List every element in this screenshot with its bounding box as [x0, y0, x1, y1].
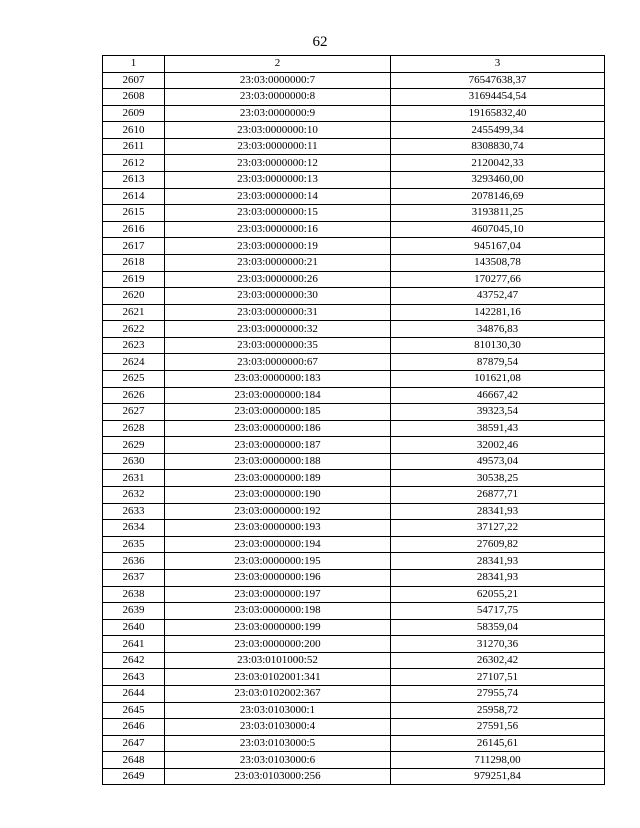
table-row [103, 420, 605, 437]
value-cell: 19165832,40 [391, 105, 605, 122]
value-cell: 4607045,10 [391, 221, 605, 238]
value-cell: 8308830,74 [391, 138, 605, 155]
table-row [103, 288, 605, 305]
table-row [103, 569, 605, 586]
cadastral-number-cell: 23:03:0103000:4 [165, 719, 391, 736]
cadastral-number-cell: 23:03:0103000:6 [165, 752, 391, 769]
table-row [103, 188, 605, 205]
row-number-cell: 2631 [103, 470, 165, 487]
value-cell: 76547638,37 [391, 72, 605, 89]
table-row [103, 404, 605, 421]
value-cell: 143508,78 [391, 254, 605, 271]
value-cell: 711298,00 [391, 752, 605, 769]
value-cell: 27591,56 [391, 719, 605, 736]
value-cell: 28341,93 [391, 503, 605, 520]
table-row [103, 702, 605, 719]
row-number-cell: 2623 [103, 337, 165, 354]
row-number-cell: 2632 [103, 487, 165, 504]
value-cell: 170277,66 [391, 271, 605, 288]
row-number-cell: 2614 [103, 188, 165, 205]
row-number-cell: 2641 [103, 636, 165, 653]
cadastral-number-cell: 23:03:0103000:1 [165, 702, 391, 719]
table-row [103, 105, 605, 122]
table-row [103, 155, 605, 172]
page-number: 62 [312, 34, 328, 50]
table-body [103, 72, 605, 785]
value-cell: 2120042,33 [391, 155, 605, 172]
table-row [103, 89, 605, 106]
value-cell: 27107,51 [391, 669, 605, 686]
row-number-cell: 2640 [103, 619, 165, 636]
value-cell: 979251,84 [391, 768, 605, 785]
value-cell: 2455499,34 [391, 122, 605, 139]
cadastral-number-cell: 23:03:0000000:11 [165, 138, 391, 155]
value-cell: 31270,36 [391, 636, 605, 653]
cadastral-number-cell: 23:03:0000000:9 [165, 105, 391, 122]
column-header-2: 2 [165, 56, 391, 73]
cadastral-number-cell: 23:03:0000000:67 [165, 354, 391, 371]
cadastral-number-cell: 23:03:0000000:197 [165, 586, 391, 603]
row-number-cell: 2647 [103, 735, 165, 752]
row-number-cell: 2619 [103, 271, 165, 288]
cadastral-number-cell: 23:03:0000000:199 [165, 619, 391, 636]
row-number-cell: 2609 [103, 105, 165, 122]
table-row [103, 138, 605, 155]
row-number-cell: 2648 [103, 752, 165, 769]
cadastral-number-cell: 23:03:0102002:367 [165, 685, 391, 702]
cadastral-number-cell: 23:03:0000000:26 [165, 271, 391, 288]
table-row [103, 453, 605, 470]
column-header-1: 1 [103, 56, 165, 73]
table-row [103, 205, 605, 222]
value-cell: 30538,25 [391, 470, 605, 487]
table-row [103, 619, 605, 636]
cadastral-number-cell: 23:03:0000000:19 [165, 238, 391, 255]
cadastral-number-cell: 23:03:0000000:187 [165, 437, 391, 454]
table-row [103, 768, 605, 785]
row-number-cell: 2634 [103, 520, 165, 537]
row-number-cell: 2630 [103, 453, 165, 470]
cadastral-number-cell: 23:03:0000000:31 [165, 304, 391, 321]
value-cell: 28341,93 [391, 569, 605, 586]
value-cell: 62055,21 [391, 586, 605, 603]
cadastral-number-cell: 23:03:0000000:30 [165, 288, 391, 305]
table-row [103, 387, 605, 404]
value-cell: 39323,54 [391, 404, 605, 421]
row-number-cell: 2646 [103, 719, 165, 736]
table-row [103, 487, 605, 504]
row-number-cell: 2621 [103, 304, 165, 321]
cadastral-number-cell: 23:03:0000000:12 [165, 155, 391, 172]
row-number-cell: 2608 [103, 89, 165, 106]
value-cell: 101621,08 [391, 370, 605, 387]
cadastral-number-cell: 23:03:0000000:8 [165, 89, 391, 106]
table-row [103, 536, 605, 553]
cadastral-number-cell: 23:03:0000000:16 [165, 221, 391, 238]
table-row [103, 603, 605, 620]
cadastral-number-cell: 23:03:0000000:198 [165, 603, 391, 620]
cadastral-number-cell: 23:03:0000000:32 [165, 321, 391, 338]
value-cell: 38591,43 [391, 420, 605, 437]
cadastral-number-cell: 23:03:0000000:192 [165, 503, 391, 520]
row-number-cell: 2629 [103, 437, 165, 454]
row-number-cell: 2645 [103, 702, 165, 719]
table-row [103, 72, 605, 89]
cadastral-number-cell: 23:03:0000000:183 [165, 370, 391, 387]
value-cell: 28341,93 [391, 553, 605, 570]
table-row [103, 752, 605, 769]
cadastral-number-cell: 23:03:0000000:200 [165, 636, 391, 653]
table-row [103, 520, 605, 537]
row-number-cell: 2613 [103, 172, 165, 189]
cadastral-number-cell: 23:03:0000000:14 [165, 188, 391, 205]
row-number-cell: 2617 [103, 238, 165, 255]
value-cell: 34876,83 [391, 321, 605, 338]
cadastral-number-cell: 23:03:0000000:188 [165, 453, 391, 470]
table-row [103, 669, 605, 686]
row-number-cell: 2615 [103, 205, 165, 222]
row-number-cell: 2625 [103, 370, 165, 387]
value-cell: 43752,47 [391, 288, 605, 305]
value-cell: 3293460,00 [391, 172, 605, 189]
row-number-cell: 2612 [103, 155, 165, 172]
table-row [103, 271, 605, 288]
value-cell: 46667,42 [391, 387, 605, 404]
value-cell: 58359,04 [391, 619, 605, 636]
value-cell: 27955,74 [391, 685, 605, 702]
cadastral-number-cell: 23:03:0103000:5 [165, 735, 391, 752]
cadastral-number-cell: 23:03:0000000:189 [165, 470, 391, 487]
value-cell: 27609,82 [391, 536, 605, 553]
value-cell: 87879,54 [391, 354, 605, 371]
value-cell: 26145,61 [391, 735, 605, 752]
cadastral-number-cell: 23:03:0000000:193 [165, 520, 391, 537]
row-number-cell: 2635 [103, 536, 165, 553]
table-row [103, 354, 605, 371]
row-number-cell: 2628 [103, 420, 165, 437]
table-row [103, 221, 605, 238]
table-row [103, 503, 605, 520]
table-row [103, 337, 605, 354]
cadastral-number-cell: 23:03:0000000:186 [165, 420, 391, 437]
column-header-3: 3 [391, 56, 605, 73]
value-cell: 54717,75 [391, 603, 605, 620]
row-number-cell: 2611 [103, 138, 165, 155]
table-row [103, 553, 605, 570]
row-number-cell: 2642 [103, 652, 165, 669]
cadastral-number-cell: 23:03:0000000:184 [165, 387, 391, 404]
value-cell: 142281,16 [391, 304, 605, 321]
table-row [103, 685, 605, 702]
cadastral-number-cell: 23:03:0103000:256 [165, 768, 391, 785]
value-cell: 32002,46 [391, 437, 605, 454]
value-cell: 810130,30 [391, 337, 605, 354]
cadastral-number-cell: 23:03:0000000:195 [165, 553, 391, 570]
value-cell: 49573,04 [391, 453, 605, 470]
cadastral-number-cell: 23:03:0000000:196 [165, 569, 391, 586]
table-row [103, 370, 605, 387]
value-cell: 37127,22 [391, 520, 605, 537]
table-row [103, 719, 605, 736]
table-row [103, 254, 605, 271]
value-cell: 25958,72 [391, 702, 605, 719]
row-number-cell: 2616 [103, 221, 165, 238]
row-number-cell: 2618 [103, 254, 165, 271]
table-row [103, 304, 605, 321]
cadastral-number-cell: 23:03:0000000:21 [165, 254, 391, 271]
cadastral-number-cell: 23:03:0101000:52 [165, 652, 391, 669]
row-number-cell: 2636 [103, 553, 165, 570]
cadastral-number-cell: 23:03:0000000:13 [165, 172, 391, 189]
data-table [102, 55, 605, 785]
row-number-cell: 2633 [103, 503, 165, 520]
cadastral-number-cell: 23:03:0000000:194 [165, 536, 391, 553]
header-row [103, 56, 605, 73]
cadastral-number-cell: 23:03:0000000:35 [165, 337, 391, 354]
cadastral-number-cell: 23:03:0000000:10 [165, 122, 391, 139]
value-cell: 31694454,54 [391, 89, 605, 106]
row-number-cell: 2626 [103, 387, 165, 404]
table-header [103, 56, 605, 73]
table-row [103, 321, 605, 338]
row-number-cell: 2637 [103, 569, 165, 586]
table-row [103, 470, 605, 487]
table-row [103, 437, 605, 454]
value-cell: 26877,71 [391, 487, 605, 504]
table-row [103, 735, 605, 752]
value-cell: 3193811,25 [391, 205, 605, 222]
cadastral-number-cell: 23:03:0000000:185 [165, 404, 391, 421]
row-number-cell: 2627 [103, 404, 165, 421]
row-number-cell: 2610 [103, 122, 165, 139]
table-row [103, 586, 605, 603]
row-number-cell: 2649 [103, 768, 165, 785]
value-cell: 26302,42 [391, 652, 605, 669]
table-row [103, 238, 605, 255]
table-row [103, 172, 605, 189]
row-number-cell: 2639 [103, 603, 165, 620]
row-number-cell: 2620 [103, 288, 165, 305]
row-number-cell: 2622 [103, 321, 165, 338]
table-row [103, 122, 605, 139]
cadastral-number-cell: 23:03:0000000:15 [165, 205, 391, 222]
row-number-cell: 2644 [103, 685, 165, 702]
cadastral-number-cell: 23:03:0000000:190 [165, 487, 391, 504]
value-cell: 945167,04 [391, 238, 605, 255]
row-number-cell: 2638 [103, 586, 165, 603]
table-row [103, 652, 605, 669]
value-cell: 2078146,69 [391, 188, 605, 205]
row-number-cell: 2607 [103, 72, 165, 89]
row-number-cell: 2643 [103, 669, 165, 686]
cadastral-number-cell: 23:03:0102001:341 [165, 669, 391, 686]
row-number-cell: 2624 [103, 354, 165, 371]
cadastral-number-cell: 23:03:0000000:7 [165, 72, 391, 89]
table-row [103, 636, 605, 653]
